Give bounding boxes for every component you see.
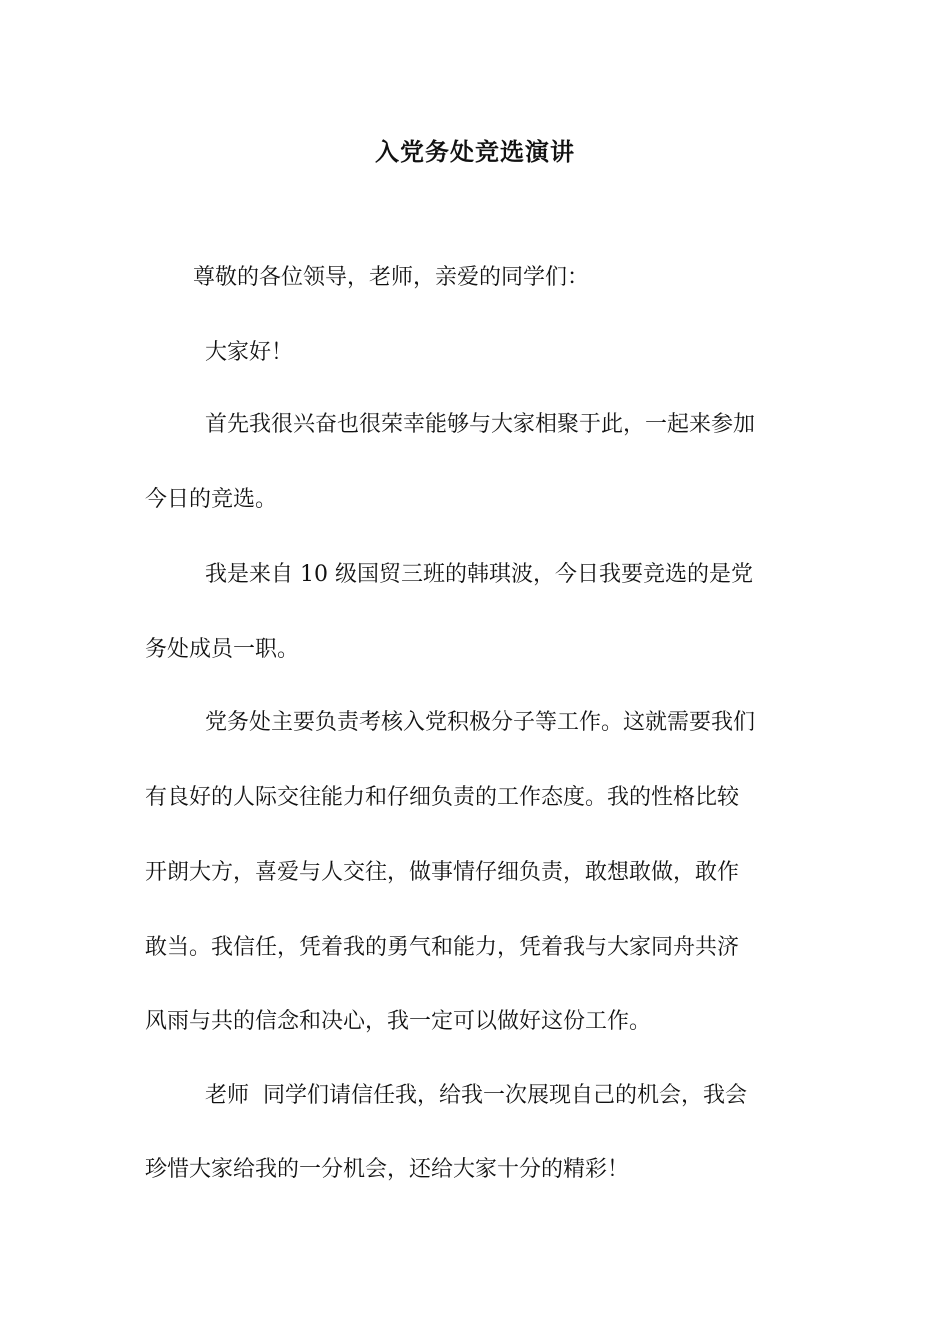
paragraph-4-line-1: 老师 同学们请信任我，给我一次展现自己的机会，我会 [205,1083,747,1108]
paragraph-2-line-2: 务处成员一职。 [145,637,300,662]
document-title: 入党务处竞选演讲 [375,137,575,166]
paragraph-3-line-5: 风雨与共的信念和决心，我一定可以做好这份工作。 [145,1009,652,1034]
paragraph-3-line-3: 开朗大方，喜爱与人交往，做事情仔细负责，敢想敢做，敢作 [145,860,740,885]
paragraph-1-line-2: 今日的竞选。 [145,487,278,512]
paragraph-4-line-2: 珍惜大家给我的一分机会，还给大家十分的精彩！ [145,1157,630,1182]
paragraph-3-line-2: 有良好的人际交往能力和仔细负责的工作态度。我的性格比较 [145,785,740,810]
paragraph-3-line-4: 敢当。我信任，凭着我的勇气和能力，凭着我与大家同舟共济 [145,935,740,960]
paragraph-1-line-1: 首先我很兴奋也很荣幸能够与大家相聚于此，一起来参加 [205,412,756,437]
paragraph-3-line-1: 党务处主要负责考核入党积极分子等工作。这就需要我们 [205,710,756,735]
paragraph-2-line-1: 我是来自 10 级国贸三班的韩琪波，今日我要竞选的是党 [205,562,753,587]
hello-line: 大家好！ [205,340,294,365]
greeting-line: 尊敬的各位领导，老师，亲爱的同学们： [193,265,590,290]
